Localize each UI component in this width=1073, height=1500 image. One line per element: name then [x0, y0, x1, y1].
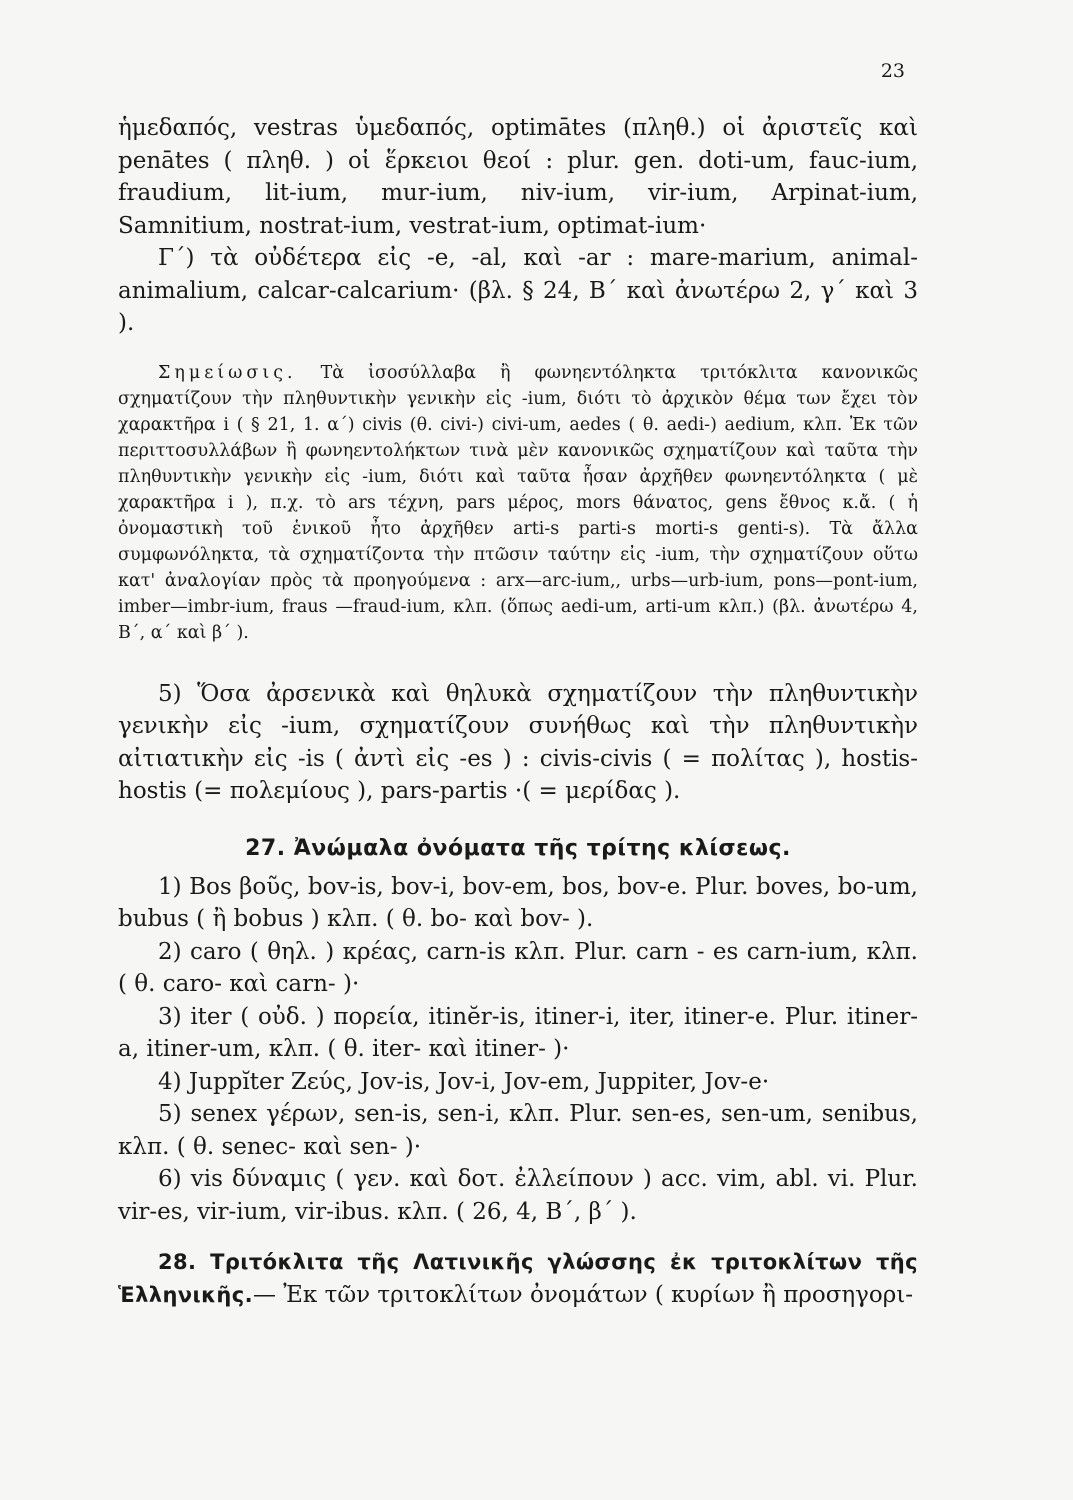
note-paragraph: [118, 360, 918, 646]
note-text: Τὰ ἰσοσύλλαβα ἢ φωνηεντόληκτα τριτόκλιτα κανονικῶς σχηματίζουν τὴν πληθυντικὴν γενικὴν εἰς -ium, διότι τὸ ἀρχικὸν θέμα των ἔχει τὸν χαρακτῆρα i ( § 21, 1. α΄) civis (θ. civi-) civi-um, aedes ( θ. aedi-) aedium, κλπ. Ἐκ τῶν περιττοσυλλάβων ἢ φωνηεντολήκτων τινὰ μὲν κανονικῶς σχηματίζουν καὶ ταῦτα τὴν πληθυντικὴν γενικὴν εἰς -ium, διότι καὶ ταῦτα ἦσαν ἀρχῆθεν φωνηεντόληκτα ( μὲ χαρακτῆρα i ), π.χ. τὸ ars τέχνη, pars μέρος, mors θάνατος, gens ἔθνος κ.ἄ. ( ἡ ὀνομαστικὴ τοῦ ἑνικοῦ ἦτο ἀρχῆθεν arti-s parti-s morti-s genti-s). Τὰ ἄλλα συμφωνόληκτα, τὰ σχηματίζοντα τὴν πτῶσιν ταύτην εἰς -ium, τὴν σχηματίζουν οὕτω κατ' ἀναλογίαν πρὸς τὰ προηγούμενα : arx—arc-ium,, urbs—urb-ium, pons—pont-ium, imber—imbr-ium, fraus —fraud-ium, κλπ. (ὅπως aedi-um, arti-um κλπ.) (βλ. ἀνωτέρω 4, Β΄, α΄ καὶ β΄ ).: [118, 362, 918, 643]
section-28-text: — Ἐκ τῶν τριτοκλίτων ὀνομάτων ( κυρίων ἢ προσηγορι-: [253, 1281, 914, 1308]
paragraph-gamma: Γ΄) τὰ οὐδέτερα εἰς -e, -al, καὶ -ar : mare-marium, animal-animalium, calcar-calcarium· (βλ. § 24, Β΄ καὶ ἀνωτέρω 2, γ΄ καὶ 3 ).: [118, 245, 918, 336]
list-item: 2) caro ( θηλ. ) κρέας, carn-is κλπ. Plur. carn - es carn-ium, κλπ. ( θ. caro- καὶ carn- )·: [118, 938, 918, 997]
section-28-heading: 28. Τριτόκλιτα τῆς Λατινικῆς γλώσσης ἐκ τριτοκλίτων τῆς Ἑλληνικῆς.: [118, 1250, 918, 1307]
section-28-paragraph: [118, 1246, 918, 1311]
list-item: 6) vis δύναμις ( γεν. καὶ δοτ. ἐλλείπουν ) acc. vim, abl. vi. Plur. vir-es, vir-ium, vir-ibus. κλπ. ( 26, 4, Β΄, β΄ ).: [118, 1166, 918, 1225]
list-item: 5) senex γέρων, sen-is, sen-i, κλπ. Plur. sen-es, sen-um, senibus, κλπ. ( θ. senec- καὶ sen- )·: [118, 1101, 918, 1160]
list-item: 4) Juppĭter Ζεύς, Jov-is, Jov-i, Jov-em, Juppiter, Jov-e·: [158, 1068, 770, 1095]
page-number: 23: [880, 60, 905, 82]
section-27-list: [118, 871, 918, 1229]
paragraph-top: ἡμεδαπός, vestras ὑμεδαπός, optimātes (πληθ.) οἱ ἀριστεῖς καὶ penātes ( πληθ. ) οἱ ἕρκειοι θεοί : plur. gen. doti-um, fauc-ium, fraudium, lit-ium, mur-ium, niv-ium, vir-ium, Arpinat-ium, Samnitium, nostrat-ium, vestrat-ium, optimat-ium·: [118, 115, 918, 239]
list-item: 3) iter ( οὐδ. ) πορεία, itinĕr-is, itiner-i, iter, itiner-e. Plur. itiner-a, itiner-um, κλπ. ( θ. iter- καὶ itiner- )·: [118, 1003, 918, 1062]
list-item: 1) Bos βοῦς, bov-is, bov-i, bov-em, bos, bov-e. Plur. boves, bo-um, bubus ( ἢ bobus ) κλπ. ( θ. bo- καὶ bov- ).: [118, 873, 918, 932]
note-label: Σημείωσις.: [158, 362, 297, 383]
paragraph-5: 5) Ὅσα ἀρσενικὰ καὶ θηλυκὰ σχηματίζουν τὴν πληθυντικὴν γενικὴν εἰς -ium, σχηματίζουν συνήθως καὶ τὴν πληθυντικὴν αἰτιατικὴν εἰς -is ( ἀντὶ εἰς -es ) : civis-civis ( = πολίτας ), hostis-hostis (= πολεμίους ), pars-partis ·( = μερίδας ).: [118, 680, 918, 804]
page-body: [118, 112, 918, 1311]
section-27-heading: 27. Ἀνώμαλα ὀνόματα τῆς τρίτης κλίσεως.: [245, 835, 791, 861]
